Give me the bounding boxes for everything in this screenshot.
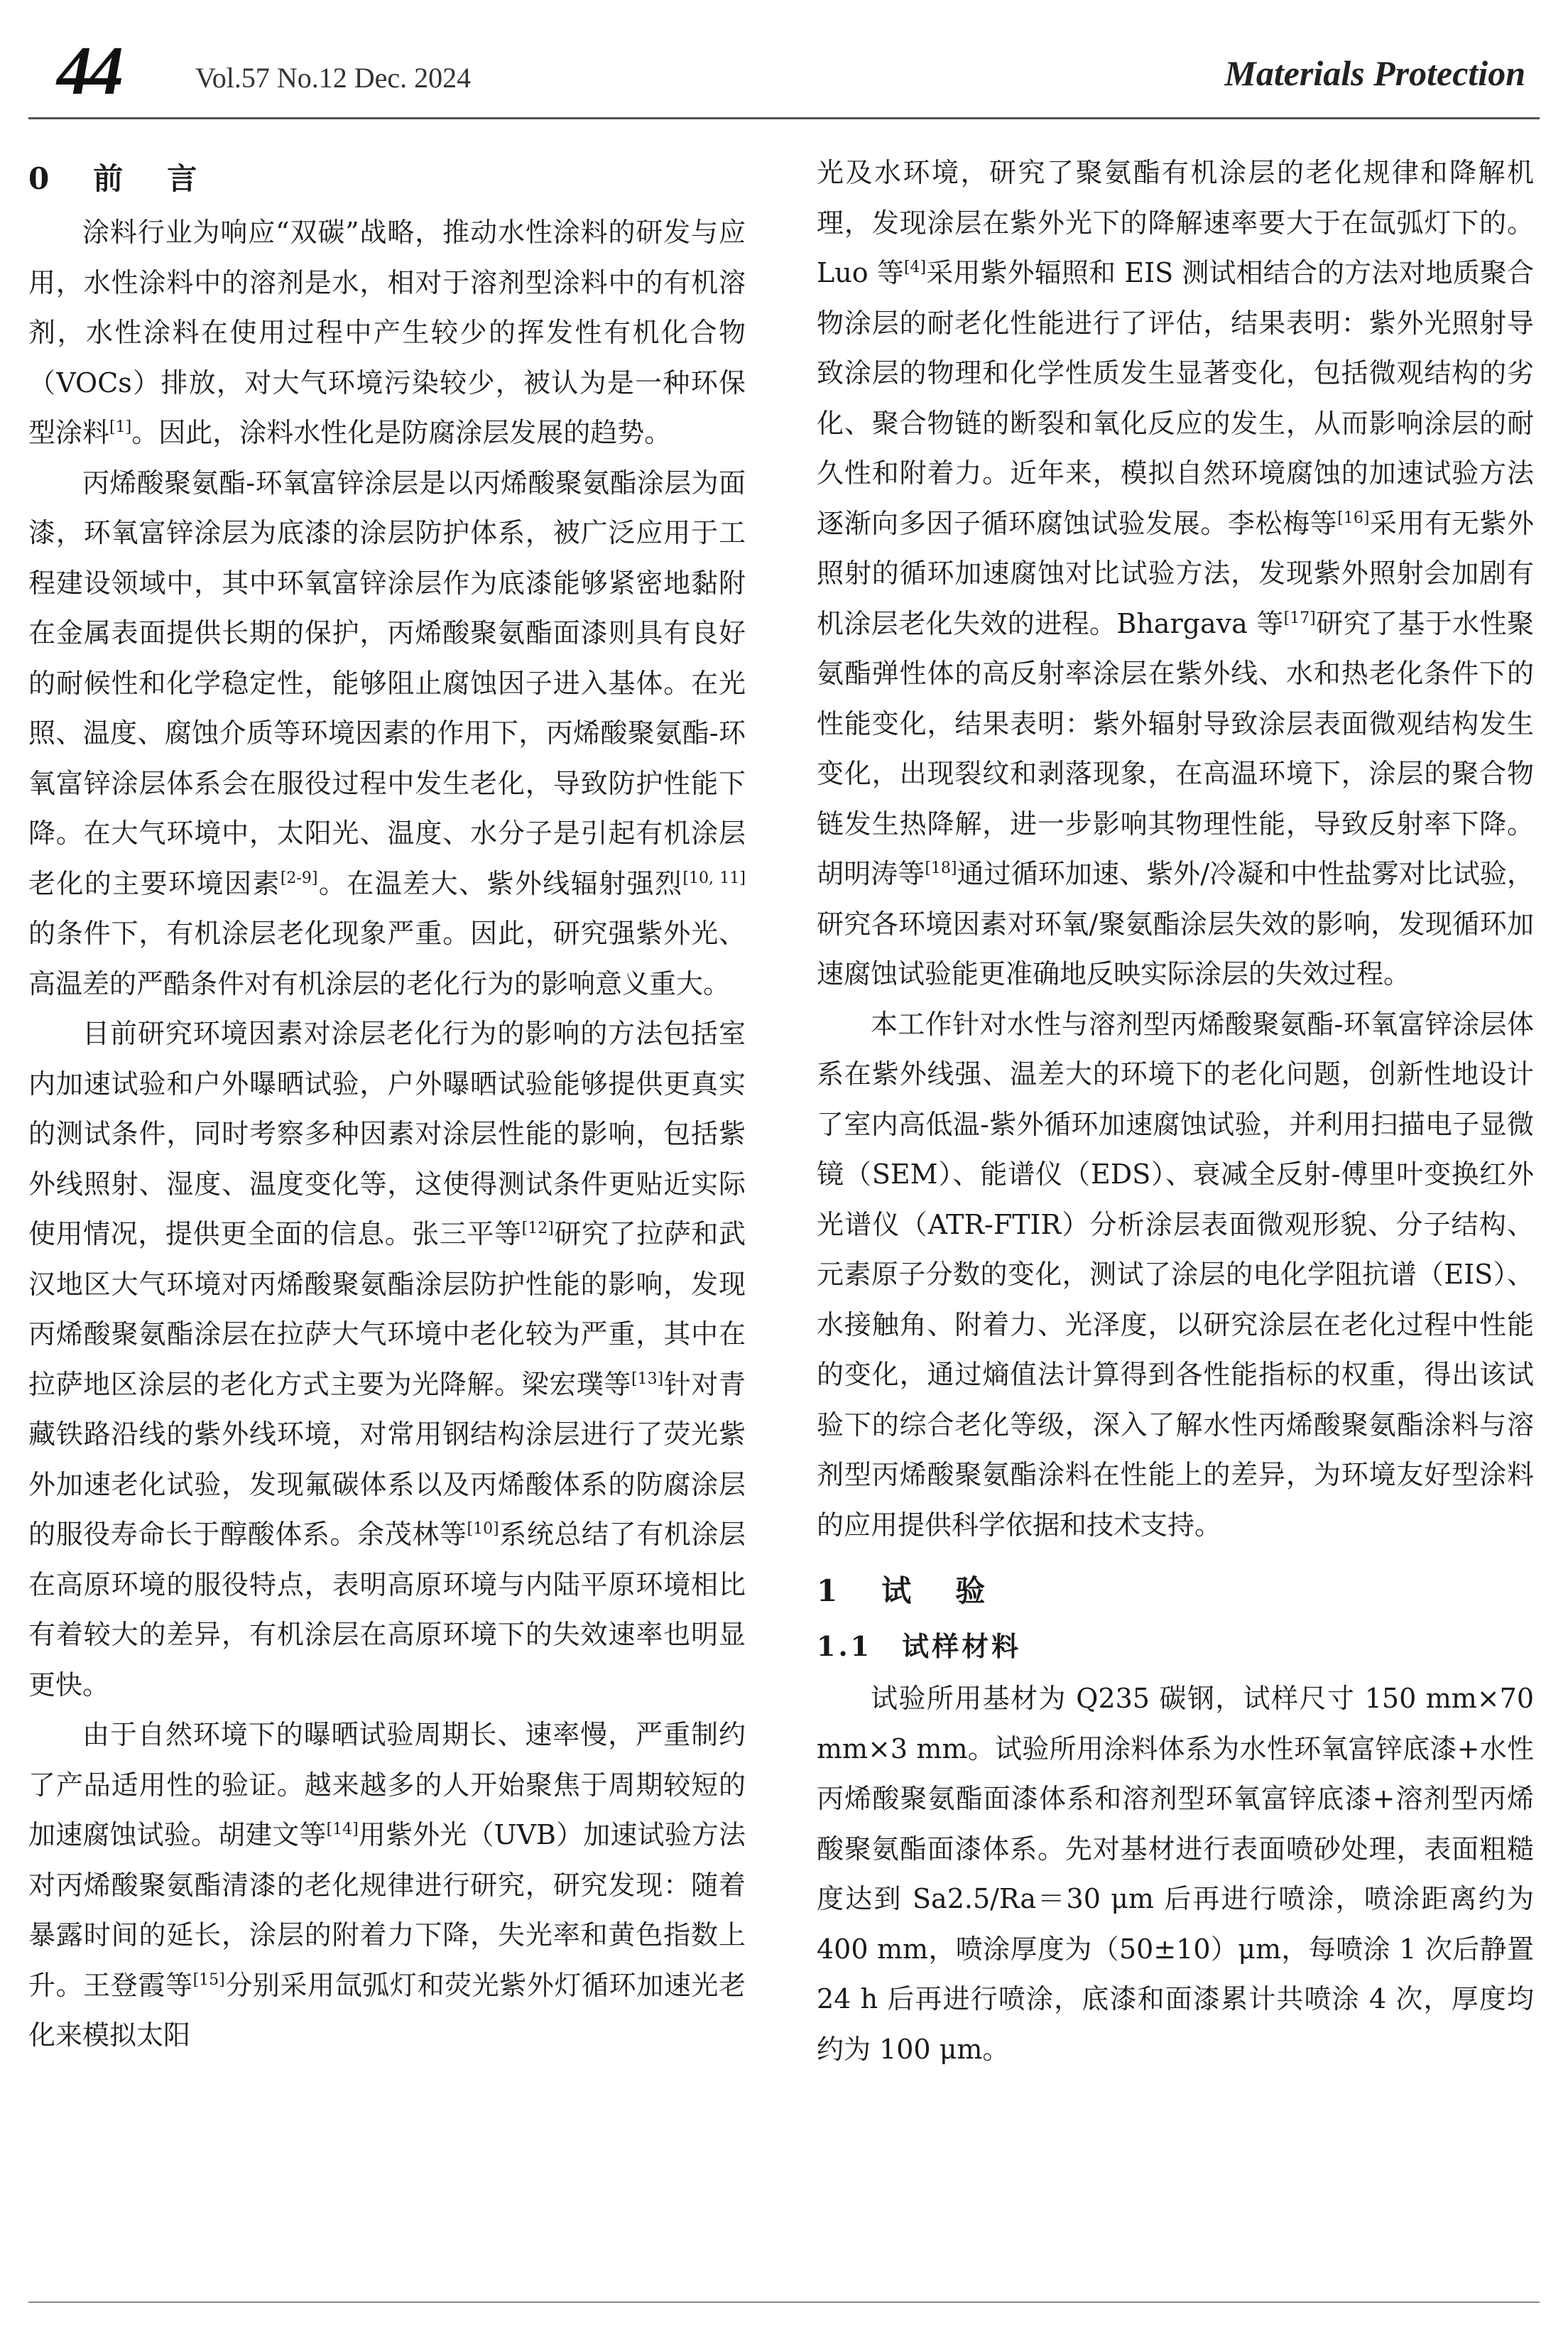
page-header [28,28,1540,114]
citation: [15] [192,1970,225,1989]
footer-rule [28,2301,1540,2303]
paragraph: 由于自然环境下的曝晒试验周期长、速率慢，严重制约了产品适用性的验证。越来越多的人开始聚焦于周期较短的加速腐蚀试验。胡建文等[14]用紫外光（UVB）加速试验方法对丙烯酸聚氨酯清漆的老化规律进行研究，研究发现：随着暴露时间的延长，涂层的附着力下降，失光率和黄色指数上升。王登霞等[15]分别采用氙弧灯和荧光紫外灯循环加速光老化来模拟太阳 [28,1719,746,2051]
journal-name: Materials Protection [1224,53,1525,93]
paragraph: 试验所用基材为 Q235 碳钢，试样尺寸 150 mm×70 mm×3 mm。试验所用涂料体系为水性环氧富锌底漆+水性丙烯酸聚氨酯面漆体系和溶剂型环氧富锌底漆+溶剂型丙烯酸聚氨酯面漆体系。先对基材进行表面喷砂处理，表面粗糙度达到 Sa2.5/Ra＝30 μm 后再进行喷涂，喷涂距离约为 400 mm，喷涂厚度为（50±10）μm，每喷涂 1 次后静置 24 h 后再进行喷涂，底漆和面漆累计共喷涂 4 次，厚度均约为 100 μm。 [817,1683,1534,2065]
citation: [10] [467,1520,499,1538]
paragraph: 目前研究环境因素对涂层老化行为的影响的方法包括室内加速试验和户外曝晒试验，户外曝晒试验能够提供更真实的测试条件，同时考察多种因素对涂层性能的影响，包括紫外线照射、湿度、温度变化等，这使得测试条件更贴近实际使用情况，提供更全面的信息。张三平等[12]研究了拉萨和武汉地区大气环境对丙烯酸聚氨酯涂层防护性能的影响，发现丙烯酸聚氨酯涂层在拉萨大气环境中老化较为严重，其中在拉萨地区涂层的老化方式主要为光降解。梁宏璞等[13]针对青藏铁路沿线的紫外线环境，对常用钢结构涂层进行了荧光紫外加速老化试验，发现氟碳体系以及丙烯酸体系的防腐涂层的服役寿命长于醇酸体系。余茂林等[10]系统总结了有机涂层在高原环境的服役特点，表明高原环境与内陆平原环境相比有着较大的差异，有机涂层在高原环境下的失效速率也明显更快。 [28,1018,746,1701]
citation: [16] [1337,509,1370,527]
issue-info: Vol.57 No.12 Dec. 2024 [195,62,472,94]
section-heading-intro: 0 前 言 [28,161,205,196]
right-column [817,148,1534,2074]
citation: [1] [109,418,132,436]
citation: [2-9] [280,869,318,887]
citation: [18] [925,859,957,877]
citation: [13] [631,1370,664,1388]
paragraph: 本工作针对水性与溶剂型丙烯酸聚氨酯-环氧富锌涂层体系在紫外线强、温差大的环境下的老化问题，创新性地设计了室内高低温-紫外循环加速腐蚀试验，并利用扫描电子显微镜（SEM）、能谱仪（EDS）、衰减全反射-傅里叶变换红外光谱仪（ATR-FTIR）分析涂层表面微观形貌、分子结构、元素原子分数的变化，测试了涂层的电化学阻抗谱（EIS）、水接触角、附着力、光泽度，以研究涂层在老化过程中性能的变化，通过熵值法计算得到各性能指标的权重，得出该试验下的综合老化等级，深入了解水性丙烯酸聚氨酯涂料与溶剂型丙烯酸聚氨酯涂料在性能上的差异，为环境友好型涂料的应用提供科学依据和技术支持。 [817,1008,1534,1541]
section-heading-experiment: 1 试 验 [817,1573,993,1608]
header-rule [28,117,1540,119]
paragraph: 涂料行业为响应“双碳”战略，推动水性涂料的研发与应用，水性涂料中的溶剂是水，相对于溶剂型涂料中的有机溶剂，水性涂料在使用过程中产生较少的挥发性有机化合物（VOCs）排放，对大气环境污染较少，被认为是一种环保型涂料[1]。因此，涂料水性化是防腐涂层发展的趋势。 [28,217,746,448]
subsection-heading-materials: 1.1 试样材料 [817,1630,1022,1662]
citation: [17] [1283,609,1316,627]
citation: [14] [326,1821,359,1838]
citation: [10, 11] [682,869,746,887]
paragraph: 丙烯酸聚氨酯-环氧富锌涂层是以丙烯酸聚氨酯涂层为面漆，环氧富锌涂层为底漆的涂层防护体系，被广泛应用于工程建设领域中，其中环氧富锌涂层作为底漆能够紧密地黏附在金属表面提供长期的保护，丙烯酸聚氨酯面漆则具有良好的耐候性和化学稳定性，能够阻止腐蚀因子进入基体。在光照、温度、腐蚀介质等环境因素的作用下，丙烯酸聚氨酯-环氧富锌涂层体系会在服役过程中发生老化，导致防护性能下降。在大气环境中，太阳光、温度、水分子是引起有机涂层老化的主要环境因素[2-9]。在温差大、紫外线辐射强烈[10, 11]的条件下，有机涂层老化现象严重。因此，研究强紫外光、高温差的严酷条件对有机涂层的老化行为的影响意义重大。 [28,467,746,999]
citation: [4] [903,259,927,276]
paragraph: 光及水环境，研究了聚氨酯有机涂层的老化规律和降解机理，发现涂层在紫外光下的降解速率要大于在氙弧灯下的。Luo 等[4]采用紫外辐照和 EIS 测试相结合的方法对地质聚合物涂层的耐老化性能进行了评估，结果表明：紫外光照射导致涂层的物理和化学性质发生显著变化，包括微观结构的劣化、聚合物链的断裂和氧化反应的发生，从而影响涂层的耐久性和附着力。近年来，模拟自然环境腐蚀的加速试验方法逐渐向多因子循环腐蚀试验发展。李松梅等[16]采用有无紫外照射的循环加速腐蚀对比试验方法，发现紫外照射会加剧有机涂层老化失效的进程。Bhargava 等[17]研究了基于水性聚氨酯弹性体的高反射率涂层在紫外线、水和热老化条件下的性能变化，结果表明：紫外辐射导致涂层表面微观结构发生变化，出现裂纹和剥落现象，在高温环境下，涂层的聚合物链发生热降解，进一步影响其物理性能，导致反射率下降。胡明涛等[18]通过循环加速、紫外/冷凝和中性盐雾对比试验，研究各环境因素对环氧/聚氨酯涂层失效的影响，发现循环加速腐蚀试验能更准确地反映实际涂层的失效过程。 [817,157,1534,989]
page-number: 44 [57,33,121,109]
left-column [28,151,746,2061]
citation: [12] [521,1220,554,1237]
